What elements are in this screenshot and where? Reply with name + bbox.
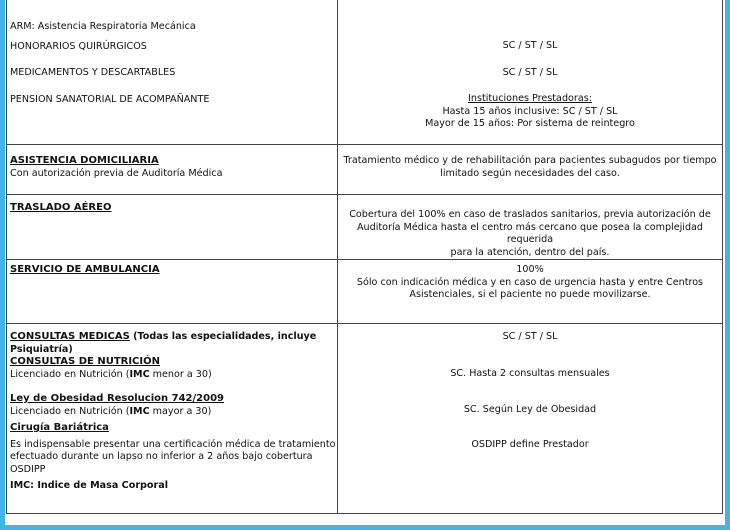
ambulancia-line1: 100% <box>516 264 544 275</box>
coverage-table <box>6 0 723 514</box>
traslado-line3: para la atención, dentro del país. <box>450 246 610 258</box>
traslado-line2: Auditoría Médica hasta el centro más cercano que posea la complejidad requerida <box>356 221 704 245</box>
asistencia-title: ASISTENCIA DOMICILIARIA <box>10 155 159 166</box>
medicamentos-label: MEDICAMENTOS Y DESCARTABLES <box>10 67 176 78</box>
table-row <box>7 260 723 324</box>
pension-line2: Mayor de 15 años: Por sistema de reintegro <box>425 118 635 129</box>
medicamentos-value: SC / ST / SL <box>502 66 558 78</box>
consultas-title: CONSULTAS MEDICAS <box>10 331 130 342</box>
ley-sub-a: Licenciado en Nutrición ( <box>10 405 130 417</box>
ley-subtitle <box>10 406 337 419</box>
nutricion-sub-a: Licenciado en Nutrición ( <box>10 368 130 380</box>
consultas-heading <box>10 331 337 344</box>
row3-right-cell <box>338 195 723 260</box>
asistencia-line1: Tratamiento médico y de rehabilitación para pacientes subagudos por tiempo <box>343 155 717 166</box>
row5-left-cell <box>7 324 338 514</box>
consultas-paren-2: Psiquiatría) <box>10 343 73 355</box>
cirugia-line3: OSDIPP <box>10 463 46 475</box>
pension-title: Instituciones Prestadoras: <box>468 93 592 104</box>
nutricion-sub-b: IMC <box>129 368 150 380</box>
ambulancia-line3: Asistenciales, si el paciente no puede movilizarse. <box>409 289 651 300</box>
document-page <box>5 0 725 525</box>
cirugia-line2: efectuado durante un lapso no inferior a 2 años bajo cobertura <box>10 451 313 462</box>
ambulancia-line2: Sólo con indicación médica y en caso de urgencia hasta y entre Centros <box>356 276 704 288</box>
consultas-value: SC / ST / SL <box>502 331 558 342</box>
pension-line1: Hasta 15 años inclusive: SC / ST / SL <box>442 105 618 117</box>
nutricion-value: SC. Hasta 2 consultas mensuales <box>450 367 610 379</box>
row1-right-cell <box>338 0 723 145</box>
traslado-title: TRASLADO AÉREO <box>10 202 112 213</box>
row4-left-cell <box>7 260 338 324</box>
cirugia-value: OSDIPP define Prestador <box>471 438 589 450</box>
row4-right-cell <box>338 260 723 324</box>
ley-value: SC. Según Ley de Obesidad <box>463 404 597 415</box>
nutricion-sub-c: menor a 30) <box>149 368 212 380</box>
ley-sub-b: IMC <box>129 405 150 417</box>
ley-sub-c: mayor a 30) <box>149 405 212 417</box>
row1-left-cell <box>7 0 338 145</box>
ley-title: Ley de Obesidad Resolucion 742/2009 <box>10 393 224 404</box>
traslado-line1: Cobertura del 100% en caso de traslados sanitarios, previa autorización de <box>349 209 711 220</box>
row3-left-cell <box>7 195 338 260</box>
table-row <box>7 0 723 145</box>
ambulancia-title: SERVICIO DE AMBULANCIA <box>10 264 160 275</box>
table-row <box>7 145 723 195</box>
row2-right-cell <box>338 145 723 195</box>
asistencia-line2: limitado según necesidades del caso. <box>440 167 620 179</box>
asistencia-subtitle: Con autorización previa de Auditoría Médica <box>10 167 223 179</box>
nutricion-title: CONSULTAS DE NUTRICIÓN <box>10 356 160 367</box>
nutricion-subtitle <box>10 369 337 382</box>
honorarios-value: SC / ST / SL <box>502 40 558 51</box>
consultas-paren-1: (Todas las especialidades, incluye <box>129 331 317 342</box>
imc-note: IMC: Indice de Masa Corporal <box>10 480 168 491</box>
row2-left-cell <box>7 145 338 195</box>
row5-right-cell <box>338 324 723 514</box>
cirugia-line1: Es indispensable presentar una certificación médica de tratamiento <box>10 438 336 450</box>
table-row <box>7 195 723 260</box>
arm-label: ARM: Asistencia Respiratoria Mecánica <box>10 21 196 32</box>
honorarios-label: HONORARIOS QUIRÚRGICOS <box>10 40 147 52</box>
pension-label: PENSION SANATORIAL DE ACOMPAÑANTE <box>10 93 210 105</box>
cirugia-title: Cirugía Bariátrica <box>10 422 109 433</box>
table-row <box>7 324 723 514</box>
